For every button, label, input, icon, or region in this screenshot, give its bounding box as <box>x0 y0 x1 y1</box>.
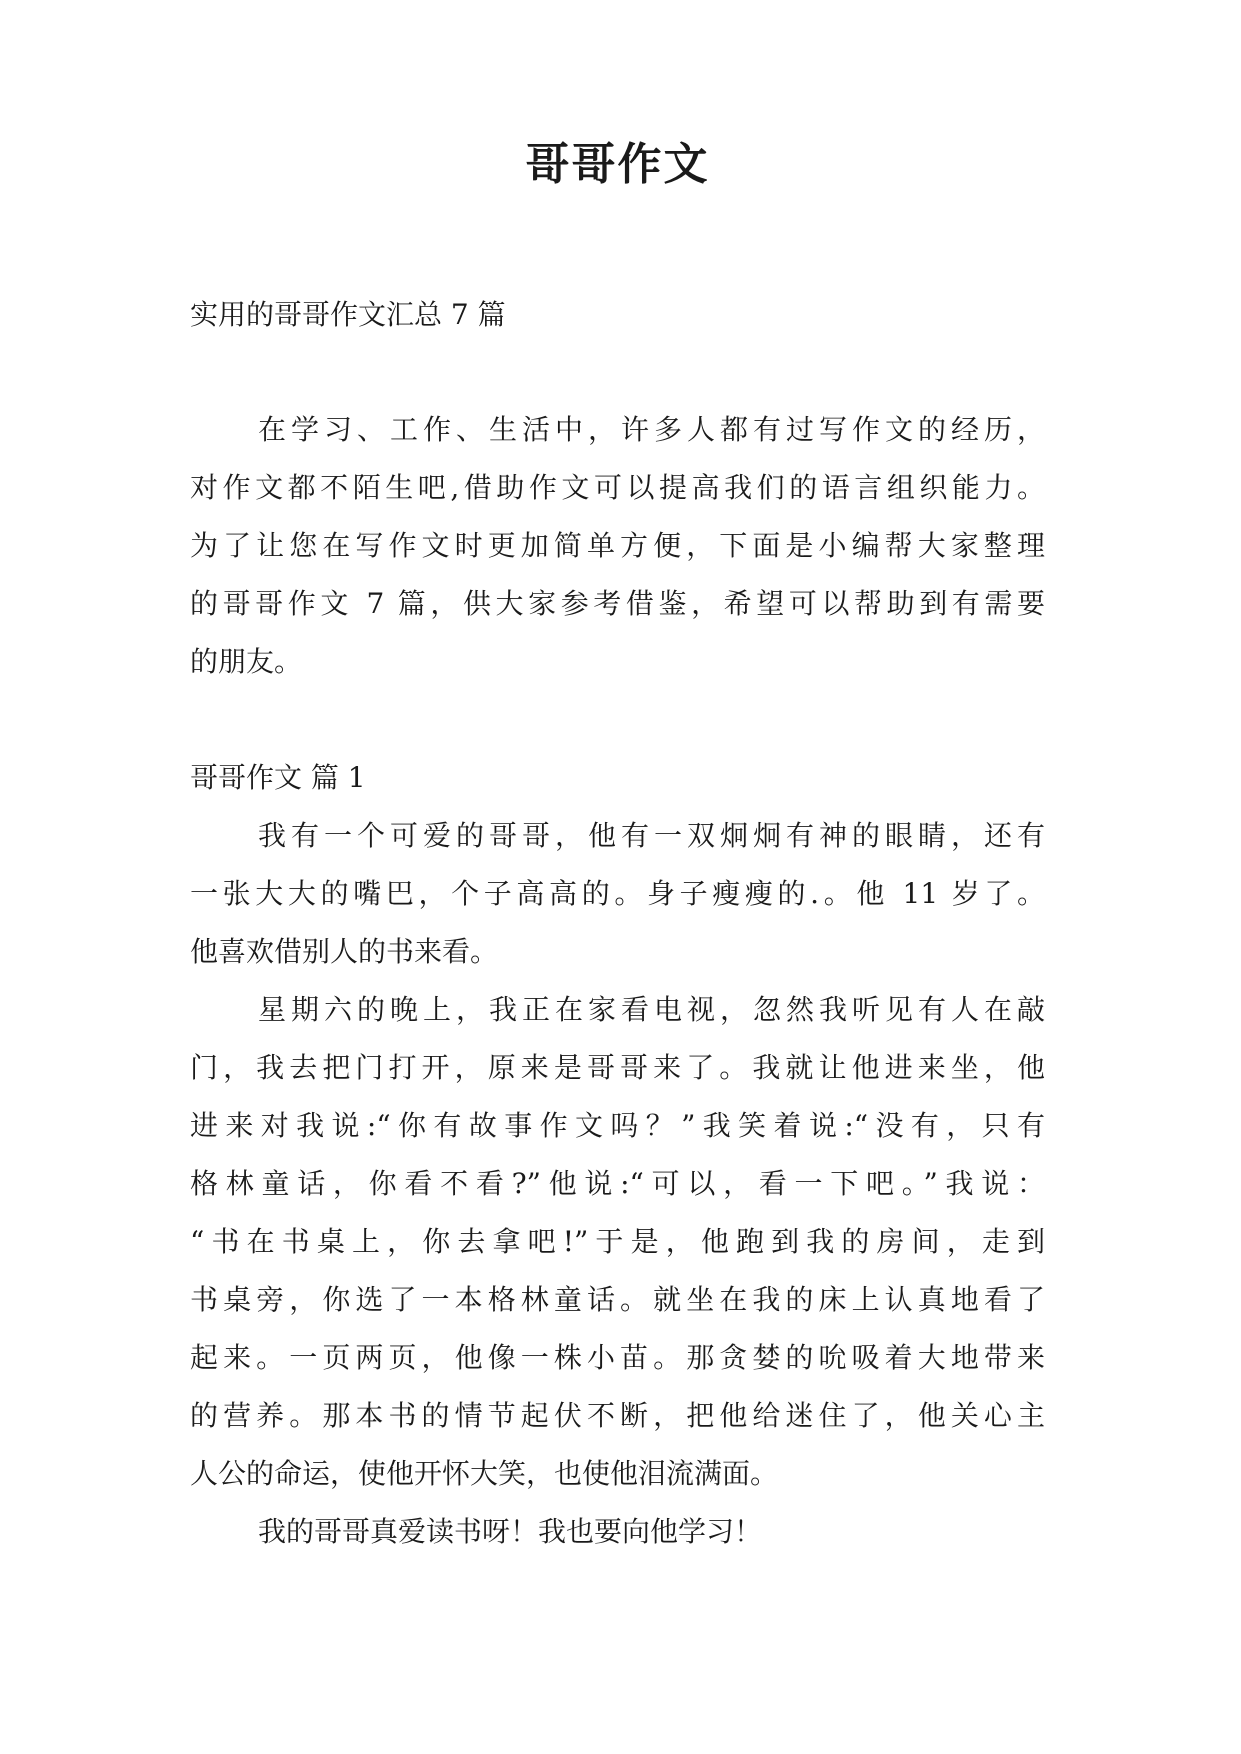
text-line: 书桌旁，你选了一本格林童话。就坐在我的床上认真地看了 <box>190 1283 1045 1316</box>
text-line: 起来。一页两页，他像一株小苗。那贪婪的吮吸着大地带来 <box>190 1341 1045 1374</box>
text-line: 对作文都不陌生吧,借助作文可以提高我们的语言组织能力。 <box>190 471 1045 504</box>
text-line: 一张大大的嘴巴，个子高高的。身子瘦瘦的.。他 11 岁了。 <box>190 877 1045 910</box>
text-line: 星期六的晚上，我正在家看电视，忽然我听见有人在敲 <box>258 993 1045 1026</box>
text-line: 我的哥哥真爱读书呀！我也要向他学习！ <box>258 1515 763 1548</box>
text-line: 为了让您在写作文时更加简单方便，下面是小编帮大家整理 <box>190 529 1045 562</box>
text-line: 的朋友。 <box>190 645 303 678</box>
text-line: 门，我去把门打开，原来是哥哥来了。我就让他进来坐，他 <box>190 1051 1045 1084</box>
text-line: 格林童话，你看不看?”他说:“可以，看一下吧。”我说： <box>190 1167 1045 1200</box>
text-line: “书在书桌上，你去拿吧!”于是，他跑到我的房间，走到 <box>190 1225 1045 1258</box>
document-subtitle: 实用的哥哥作文汇总 7 篇 <box>190 298 506 331</box>
intro-paragraph <box>190 401 1045 691</box>
text-line: 进来对我说:“你有故事作文吗？”我笑着说:“没有，只有 <box>190 1109 1045 1142</box>
essay-paragraph <box>190 807 1045 981</box>
text-line: 我有一个可爱的哥哥，他有一双炯炯有神的眼睛，还有 <box>258 819 1045 852</box>
text-line: 人公的命运，使他开怀大笑，也使他泪流满面。 <box>190 1457 779 1490</box>
essay-heading: 哥哥作文 篇 1 <box>190 761 366 794</box>
essay-paragraph <box>190 1503 1045 1561</box>
essay-paragraph <box>190 981 1045 1503</box>
text-line: 他喜欢借别人的书来看。 <box>190 935 499 968</box>
text-line: 在学习、工作、生活中，许多人都有过写作文的经历， <box>258 413 1045 446</box>
document-title: 哥哥作文 <box>525 139 710 190</box>
text-line: 的哥哥作文 7 篇，供大家参考借鉴，希望可以帮助到有需要 <box>190 587 1045 620</box>
text-line: 的营养。那本书的情节起伏不断，把他给迷住了，他关心主 <box>190 1399 1045 1432</box>
